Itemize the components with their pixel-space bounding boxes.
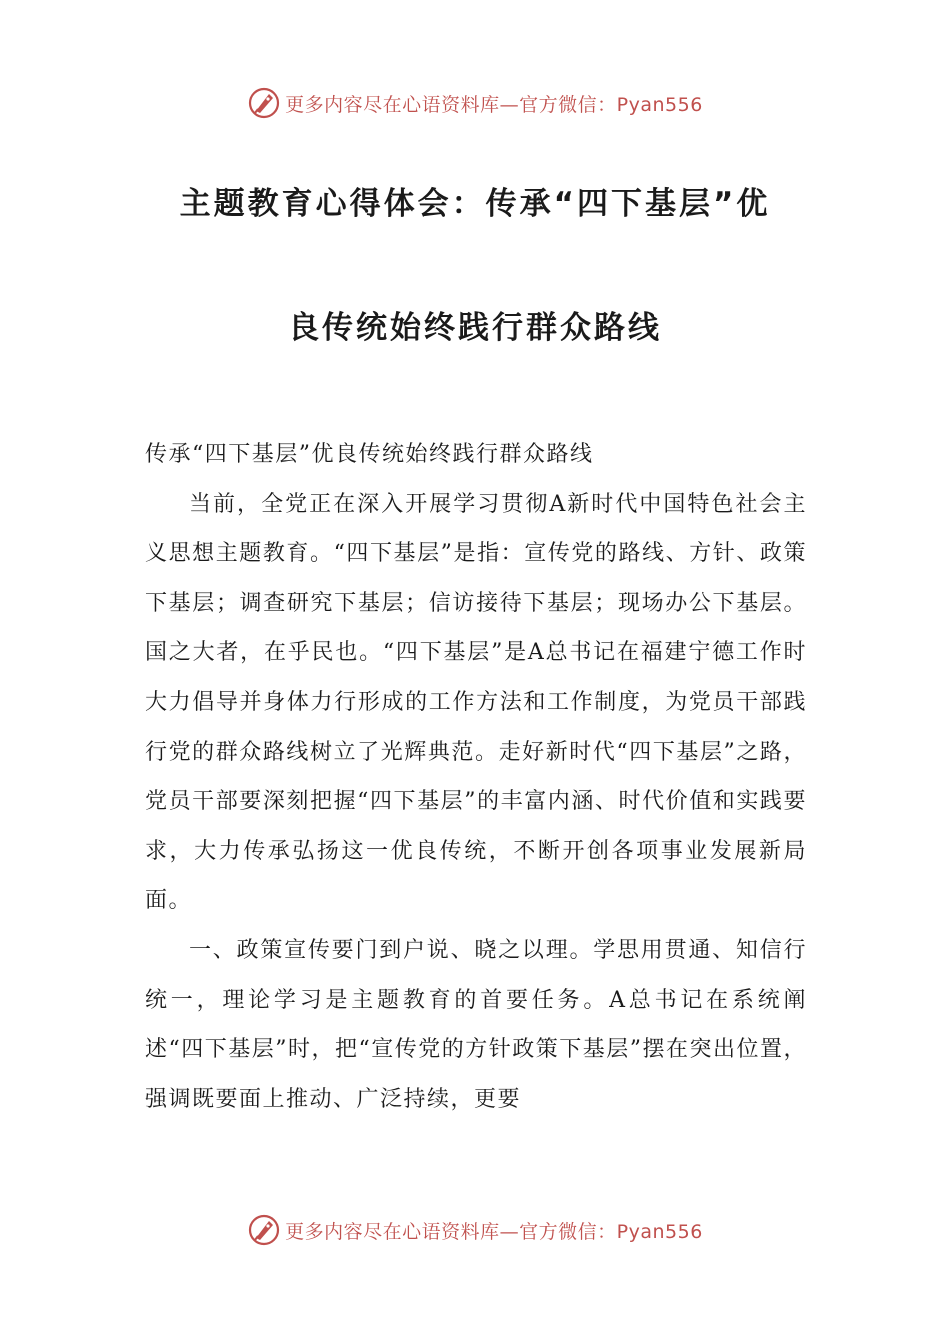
pen-nib-logo-icon	[247, 86, 281, 120]
watermark-text	[285, 1217, 703, 1244]
paragraph: 一、政策宣传要门到户说、晓之以理。学思用贯通、知信行统一，理论学习是主题教育的首要任务。A总书记在系统阐述“四下基层”时，把“宣传党的方针政策下基层”摆在突出位置，强调既要面上推动、广泛持续，更要	[145, 937, 807, 1112]
header-watermark	[0, 83, 950, 123]
document-title-line-2: 良传统始终践行群众路线	[288, 310, 662, 346]
pen-nib-logo-icon	[247, 1213, 281, 1247]
watermark-brand: 更多内容尽在心语资料库	[285, 1220, 500, 1243]
footer-watermark	[0, 1210, 950, 1250]
document-subtitle: 传承“四下基层”优良传统始终践行群众路线	[145, 442, 594, 467]
watermark-wechat: 官方微信：Pyan556	[519, 93, 703, 116]
document-body	[145, 430, 807, 1124]
watermark-wechat: 官方微信：Pyan556	[519, 1220, 703, 1243]
paragraph: 当前，全党正在深入开展学习贯彻A新时代中国特色社会主义思想主题教育。“四下基层”是指：宣传党的路线、方针、政策下基层；调查研究下基层；信访接待下基层；现场办公下基层。国之大者，在乎民也。“四下基层”是A总书记在福建宁德工作时大力倡导并身体力行形成的工作方法和工作制度，为党员干部践行党的群众路线树立了光辉典范。走好新时代“四下基层”之路，党员干部要深刻把握“四下基层”的丰富内涵、时代价值和实践要求，大力传承弘扬这一优良传统，不断开创各项事业发展新局面。	[145, 491, 807, 914]
watermark-brand: 更多内容尽在心语资料库	[285, 93, 500, 116]
document-title-line-1: 主题教育心得体会：传承“四下基层”优	[179, 186, 771, 222]
watermark-separator: —	[499, 93, 520, 116]
watermark-separator: —	[499, 1220, 520, 1243]
watermark-text	[285, 90, 703, 117]
